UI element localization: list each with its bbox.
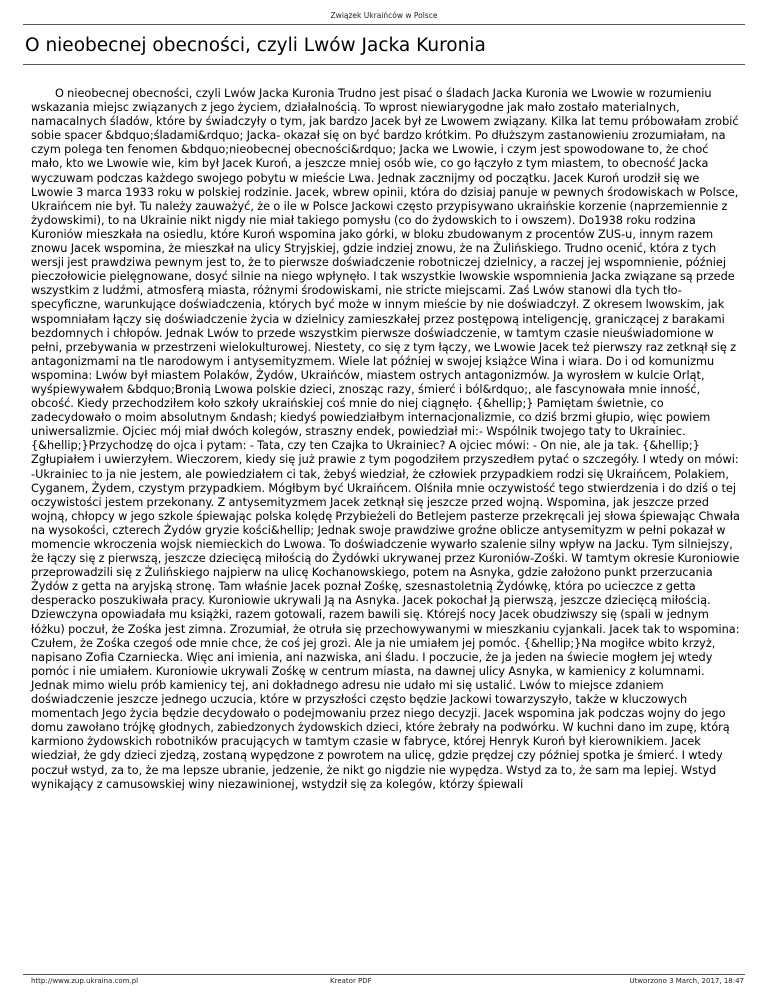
footer-url: http://www.zup.ukraina.com.pl xyxy=(31,977,139,985)
header-divider xyxy=(23,24,745,25)
article-body: O nieobecnej obecności, czyli Lwów Jacka Kuronia Trudno jest pisać o śladach Jacka Kuronia we Lwowie w rozumieniu wskazania miejsc związanych z jego życiem, działalnością. To wprost niewiarygodne jak mało zostało materialnych, namacalnych śladów, które by świadczyły o tym, jak bardzo Jacek był ze Lwowem związany. Kilka lat temu próbowałam zrobić sobie spacer &bdquo;śladami&rdquo; Jacka- okazał się on być bardzo krótkim. Po dłuższym zastanowieniu zrozumiałam, na czym polega ten fenomen &bdquo;nieobecnej obecności&rdquo; Jacka we Lwowie, i czym jest spowodowane to, że choć mało, kto we Lwowie wie, kim był Jacek Kuroń, a jeszcze mniej osób wie, co go łączyło z tym miastem, to obecność Jacka wyczuwam podczas każdego swojego pobytu w mieście Lwa. Jednak zacznijmy od początku. Jacek Kuroń urodził się we Lwowie 3 marca 1933 roku w polskiej rodzinie. Jacek, wbrew opinii, która do dzisiaj panuje w pewnych środowiskach w Polsce, Ukraińcem nie był. Tu należy zauważyć, że o ile w Polsce Jackowi często przypisywano ukraińskie korzenie (naprzemiennie z żydowskimi), to na Ukrainie nikt nigdy nie miał takiego pomysłu (co do żydowskich to i owszem). Do1938 roku rodzina Kuroniów mieszkała na osiedlu, które Kuroń wspomina jako górki, w bloku zbudowanym z procentów ZUS-u, innym razem znowu Jacek wspomina, że mieszkał na ulicy Stryjskiej, gdzie indziej znowu, że na Żulińskiego. Trudno ocenić, która z tych wersji jest prawdziwa pewnym jest to, że to pierwsze doświadczenie robotniczej dzielnicy, a raczej jej wspomnienie, później pieczołowicie pielęgnowane, dosyć silnie na niego wpłynęło. I tak wszystkie lwowskie wspomnienia Jacka związane są przede wszystkim z ludźmi, atmosferą miasta, różnymi środowiskami, nie stricte miejscami. Zaś Lwów stanowi dla tych tło- specyficzne, warunkujące doświadczenia, których być może w innym mieście by nie doświadczył. Z okresem lwowskim, jak wspomniałam łączy się doświadczenie życia w dzielnicy zamieszkałej przez postępową inteligencję, graniczącej z barakami bezdomnych i chłopów. Jednak Lwów to przede wszystkim pierwsze doświadczenie, w tamtym czasie nieuświadomione w pełni, przebywania w przestrzeni wielokulturowej. Niestety, co się z tym łączy, we Lwowie Jacek też pierwszy raz zetknął się z antagonizmami na tle narodowym i antysemityzmem. Wiele lat później w swojej książce Wina i wiara. Do i od komunizmu wspomina: Lwów był miastem Polaków, Żydów, Ukraińców, miastem ostrych antagonizmów. Ja wyrosłem w kulcie Orląt, wyśpiewywałem &bdquo;Bronią Lwowa polskie dzieci, znosząc razy, śmierć i ból&rdquo;, ale fascynowała mnie inność, obcość. Kiedy przechodziłem koło szkoły ukraińskiej coś mnie do niej ciągnęło. {&hellip;} Pamiętam świetnie, co zadecydowało o moim absolutnym &ndash; kiedyś powiedziałbym internacjonalizmie, co dziś brzmi głupio, więc powiem uniwersalizmie. Ojciec mój miał dwóch kolegów, straszny endek, powiedział mi:- Wspólnik twojego taty to Ukrainiec.{&hellip;}Przychodzę do ojca i pytam: - Tata, czy ten Czajka to Ukrainiec? A ojciec mówi: - On nie, ale ja tak. {&hellip;} Zgłupiałem i uwierzyłem. Wieczorem, kiedy się już prawie z tym pogodziłem przyszedłem pytać o szczegóły. I wtedy on mówi: -Ukrainiec to ja nie jestem, ale powiedziałem ci tak, żebyś wiedział, że człowiek przypadkiem rodzi się Ukraińcem, Polakiem, Cyganem, Żydem, czystym przypadkiem. Mógłbym być Ukraińcem. Olśniła mnie oczywistość tego stwierdzenia i do dziś o tej oczywistości jestem przekonany. Z antysemityzmem Jacek zetknął się jeszcze przed wojną. Wspomina, jak jeszcze przed wojną, chłopcy w jego szkole śpiewając polska kolędę Przybieżeli do Betlejem pasterze przekręcali jej słowa śpiewając Chwała na wysokości, czterech Żydów gryzie kości&hellip; Jednak swoje prawdziwe groźne oblicze antysemityzm w pełni pokazał w momencie wkroczenia wojsk niemieckich do Lwowa. To doświadczenie wywarło szalenie silny wpływ na Jacku. Tym silniejszy, że łączy się z pierwszą, jeszcze dziecięcą miłością do Żydówki ukrywanej przez Kuroniów-Zośki. W tamtym okresie Kuroniowie przeprowadzili się z Żulińskiego najpierw na ulicę Kochanowskiego, potem na Asnyka, gdzie założono punkt przerzucania Żydów z getta na aryjską stronę. Tam właśnie Jacek poznał Zośkę, szesnastoletnią Żydówkę, która po ucieczce z getta desperacko poszukiwała pracy. Kuroniowie ukrywali Ją na Asnyka. Jacek pokochał Ją pierwszą, jeszcze dziecięcą miłością. Dziewczyna opowiadała mu książki, razem gotowali, razem bawili się. Którejś nocy Jacek obudziwszy się (spali w jednym łóżku) poczuł, że Zośka jest zimna. Zrozumiał, że otruła się przechowywanymi w mieszkaniu cyjankali. Jacek tak to wspomina: Czułem, że Zośka czegoś ode mnie chce, że coś jej grozi. Ale ja nie umiałem jej pomóc. {&hellip;}Na mogiłce wbito krzyż, napisano Zofia Czarniecka. Więc ani imienia, ani nazwiska, ani śladu. I poczucie, że ja jeden na świecie mogłem jej wtedy pomóc i nie umiałem. Kuroniowie ukrywali Zośkę w centrum miasta, na dawnej ulicy Asnyka, w kamienicy z kolumnami. Jednak mimo wielu prób kamienicy tej, ani dokładnego adresu nie udało mi się ustalić. Lwów to miejsce zdaniem doświadczenie jeszcze jednego uczucia, które w przyszłości często będzie Jackowi towarzyszyło, także w kluczowych momentach Jego życia będzie decydowało o podejmowaniu przez niego decyzji. Jacek wspomina jak podczas wojny do jego domu zawołano trójkę głodnych, zabiedzonych żydowskich dzieci, które żebrały na podwórku. W kuchni dano im zupę, którą karmiono żydowskich robotników pracujących w tamtym czasie w fabryce, której Henryk Kuroń był kierownikiem. Jacek wiedział, że gdy dzieci zjedzą, zostaną wypędzone z powrotem na ulicę, gdzie prędzej czy później spotka je śmierć. I wtedy poczuł wstyd, za to, że ma lepsze ubranie, jedzenie, że nikt go nigdzie nie wypędza. Wstyd za to, że sam ma lepiej. Wstyd wynikający z camusowskiej winy niezawinionej, wstydził się za kolegów, którzy śpiewali xyxy=(31,87,740,791)
article-title: O nieobecnej obecności, czyli Lwów Jacka Kuronia xyxy=(25,35,486,56)
page-header: Związek Ukraińców w Polsce xyxy=(330,11,438,20)
title-divider xyxy=(23,64,745,65)
footer-divider xyxy=(23,974,745,975)
footer-creator: Kreator PDF xyxy=(330,977,372,985)
footer-created: Utworzono 3 March, 2017, 18:47 xyxy=(629,977,744,985)
